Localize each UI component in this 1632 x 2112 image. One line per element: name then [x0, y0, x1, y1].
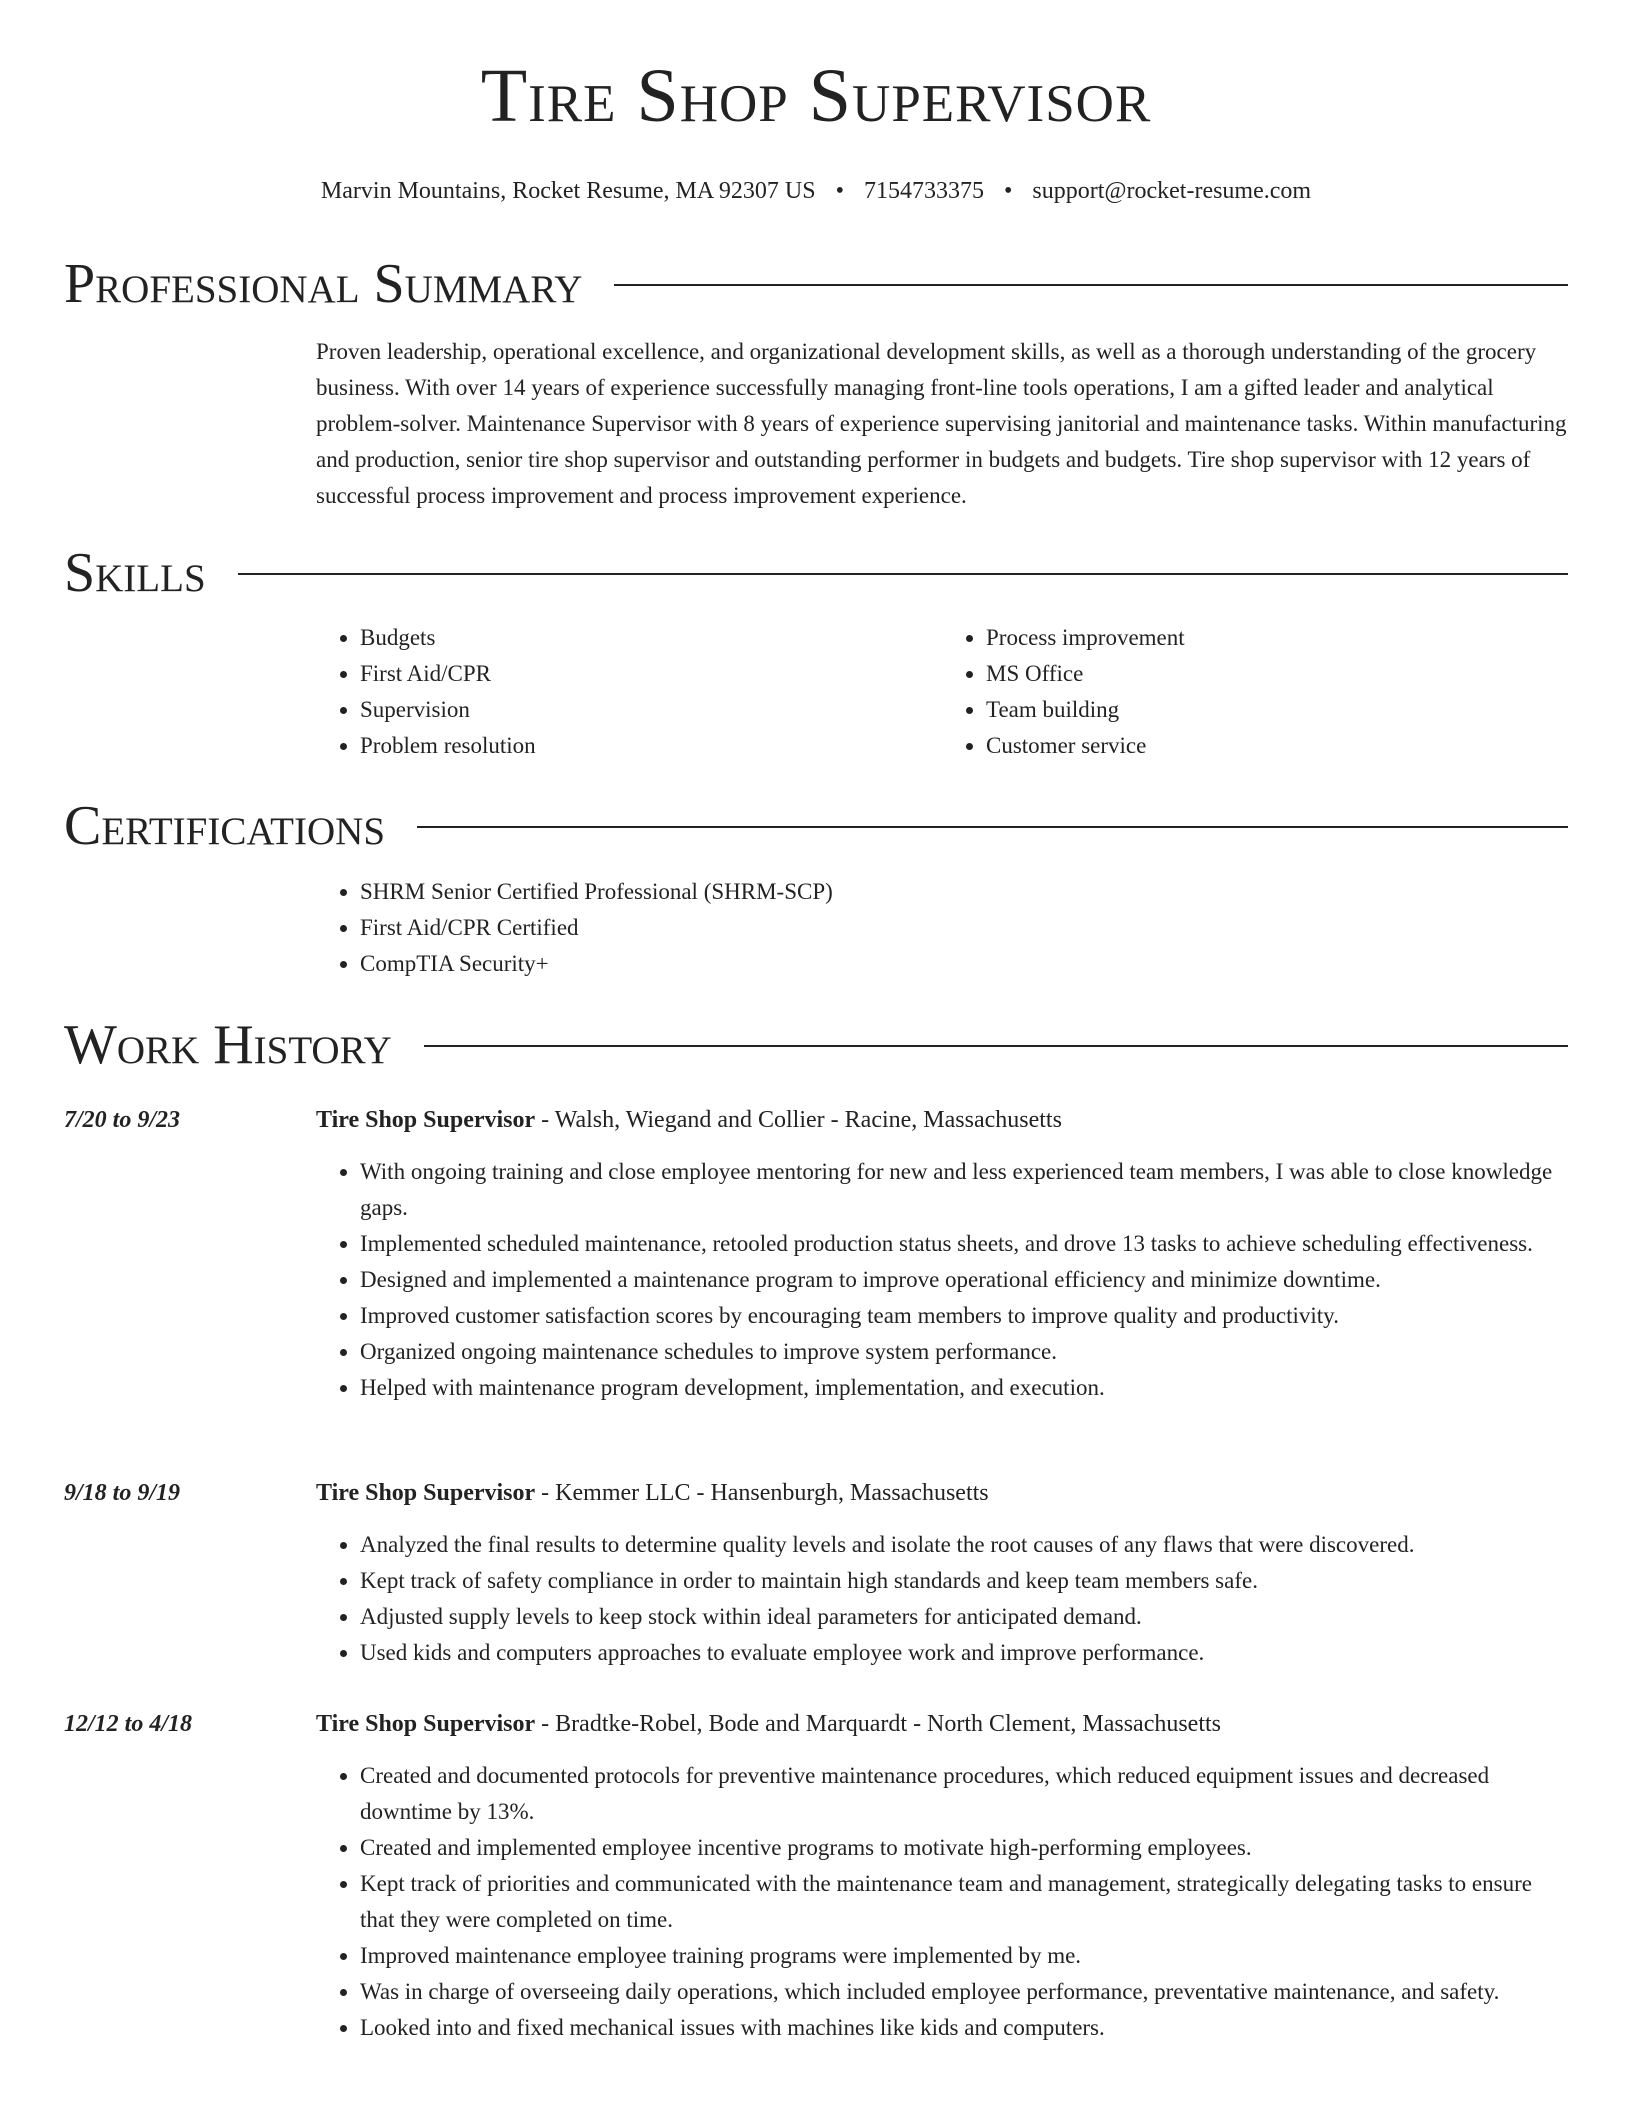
work-history-section-title: Work History: [64, 1014, 392, 1076]
contact-phone: 7154733375: [863, 178, 984, 204]
certification-item: • First Aid/CPR Certified: [360, 910, 1568, 946]
skills-list-left: [316, 620, 942, 764]
job-heading: [316, 1475, 1568, 1511]
summary-section-header: [64, 252, 1568, 316]
job-body: [316, 1475, 1568, 1671]
job-bullet: • Used kids and computers approaches to evaluate employee work and improve performance.: [360, 1635, 1568, 1671]
job-body: [316, 1102, 1568, 1406]
job-employer: - Bradtke-Robel, Bode and Marquardt - North Clement, Massachusetts: [535, 1711, 1222, 1737]
skill-item: • Team building: [986, 692, 1568, 728]
skill-item: • Process improvement: [986, 620, 1568, 656]
skill-item: • Supervision: [360, 692, 942, 728]
certification-item: • SHRM Senior Certified Professional (SHRM-SCP): [360, 874, 1568, 910]
job-dates: 9/18 to 9/19: [64, 1480, 181, 1506]
job-dates: 7/20 to 9/23: [64, 1107, 181, 1133]
contact-separator: •: [835, 178, 844, 204]
skills-list-right: [942, 620, 1568, 764]
job-dates: 12/12 to 4/18: [64, 1711, 193, 1737]
skills-section-title: Skills: [64, 542, 206, 604]
job-role: Tire Shop Supervisor: [316, 1711, 536, 1737]
contact-email: support@rocket-resume.com: [1032, 178, 1312, 204]
job-bullet: • Looked into and fixed mechanical issues with machines like kids and computers.: [360, 2010, 1568, 2046]
job-bullet: • Created and implemented employee incentive programs to motivate high-performing employees.: [360, 1830, 1568, 1866]
job-bullets: [316, 1527, 1568, 1671]
job-employer: - Walsh, Wiegand and Collier - Racine, Massachusetts: [535, 1107, 1062, 1133]
job-bullet: • Implemented scheduled maintenance, retooled production status sheets, and drove 13 tasks to achieve scheduling effectiveness.: [360, 1226, 1568, 1262]
summary-block: [316, 334, 1568, 514]
certification-item: • CompTIA Security+: [360, 946, 1568, 982]
job-bullet: • Created and documented protocols for preventive maintenance procedures, which reduced equipment issues and decreased downtime by 13%.: [360, 1758, 1568, 1830]
job-bullet: • Organized ongoing maintenance schedules to improve system performance.: [360, 1334, 1568, 1370]
section-divider: [614, 284, 1568, 286]
job-bullet: • Kept track of priorities and communicated with the maintenance team and management, strategically delegating tasks to ensure that they were completed on time.: [360, 1866, 1568, 1938]
section-divider: [238, 573, 1568, 575]
contact-line: [64, 176, 1568, 206]
job-employer: - Kemmer LLC - Hansenburgh, Massachusetts: [535, 1480, 989, 1506]
skills-section-header: [64, 541, 1568, 605]
job-bullet: • Improved maintenance employee training programs were implemented by me.: [360, 1938, 1568, 1974]
skill-item: • MS Office: [986, 656, 1568, 692]
job-heading: [316, 1102, 1568, 1138]
skill-item: • Customer service: [986, 728, 1568, 764]
certifications-section-header: [64, 794, 1568, 858]
resume-name: Tire Shop Supervisor: [480, 54, 1152, 138]
job-body: [316, 1706, 1568, 2046]
section-divider: [424, 1045, 1568, 1047]
job-bullet: • Improved customer satisfaction scores by encouraging team members to improve quality and productivity.: [360, 1298, 1568, 1334]
job-bullets: [316, 1154, 1568, 1406]
job-bullet: • Was in charge of overseeing daily operations, which included employee performance, preventative maintenance, and safety.: [360, 1974, 1568, 2010]
job-role: Tire Shop Supervisor: [316, 1107, 536, 1133]
summary-text: Proven leadership, operational excellence, and organizational development skills, as well as a thorough understanding of the grocery business. With over 14 years of experience successfully managing front-line tools operations, I am a gifted leader and analytical problem-solver. Maintenance Supervisor with 8 years of experience supervising janitorial and maintenance tasks. Within manufacturing and production, senior tire shop supervisor and outstanding performer in budgets and budgets. Tire shop supervisor with 12 years of successful process improvement and process improvement experience.: [316, 339, 1567, 508]
certifications-section-title: Certifications: [64, 795, 386, 857]
certifications-list: [316, 874, 1568, 982]
section-divider: [417, 826, 1568, 828]
skill-item: • Problem resolution: [360, 728, 942, 764]
job-heading: [316, 1706, 1568, 1742]
skills-grid: [316, 620, 1568, 764]
job-bullet: • Adjusted supply levels to keep stock within ideal parameters for anticipated demand.: [360, 1599, 1568, 1635]
certifications-block: [316, 874, 1568, 982]
job-bullet: • Helped with maintenance program development, implementation, and execution.: [360, 1370, 1568, 1406]
summary-section-title: Professional Summary: [64, 253, 583, 315]
job-bullets: [316, 1758, 1568, 2046]
work-history-section-header: [64, 1013, 1568, 1077]
contact-separator: •: [1003, 178, 1013, 204]
job-bullet: • Analyzed the final results to determine quality levels and isolate the root causes of any flaws that were discovered.: [360, 1527, 1568, 1563]
skills-block: [316, 620, 1568, 764]
contact-address: Marvin Mountains, Rocket Resume, MA 92307 US: [320, 178, 816, 204]
skill-item: • First Aid/CPR: [360, 656, 942, 692]
job-bullet: • Kept track of safety compliance in order to maintain high standards and keep team members safe.: [360, 1563, 1568, 1599]
job-bullet: • Designed and implemented a maintenance program to improve operational efficiency and minimize downtime.: [360, 1262, 1568, 1298]
job-role: Tire Shop Supervisor: [316, 1480, 536, 1506]
skill-item: • Budgets: [360, 620, 942, 656]
job-bullet: • With ongoing training and close employee mentoring for new and less experienced team members, I was able to close knowledge gaps.: [360, 1154, 1568, 1226]
